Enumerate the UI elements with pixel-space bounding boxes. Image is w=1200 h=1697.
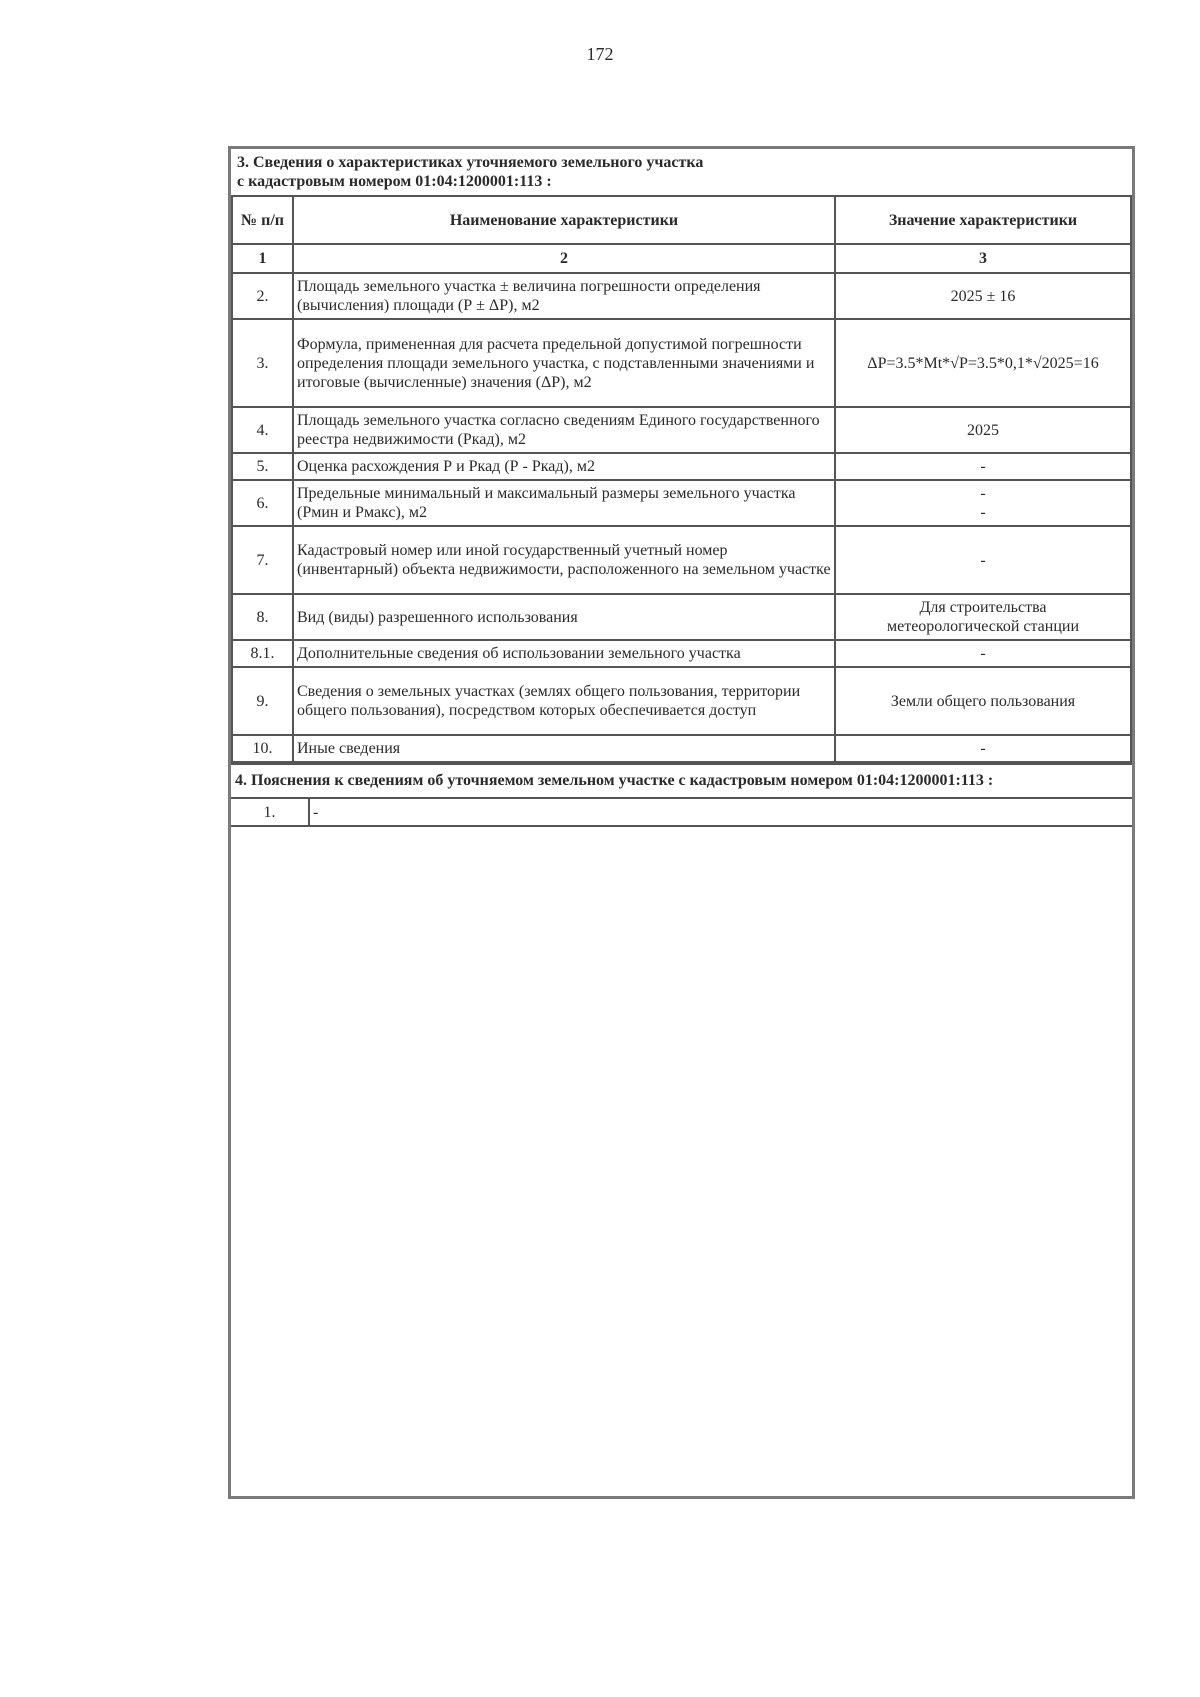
table-row [232,453,1131,480]
row-name: Дополнительные сведения об использовании земельного участка [293,640,835,667]
row-value [835,480,1131,526]
row-value-line2: метеорологической станции [886,618,1080,635]
table-row [232,735,1131,762]
row-name: Кадастровый номер или иной государственный учетный номер (инвентарный) объекта недвижимости, расположенного на земельном участке [293,526,835,594]
row-value: Земли общего пользования [835,667,1131,735]
page-number: 172 [586,44,614,64]
row-value [835,594,1131,640]
row-name: Оценка расхождения Р и Ркад (Р - Ркад), м2 [293,453,835,480]
row-num: 10. [232,735,293,762]
row-num: 7. [232,526,293,594]
section3-title-row [232,149,1131,196]
row-value-line2: - [980,504,986,521]
row-name: Вид (виды) разрешенного использования [293,594,835,640]
colnum-2: 2 [293,244,835,273]
section4-title: 4. Пояснения к сведениям об уточняемом земельном участке с кадастровым номером 01:04:1200001:113 : [231,763,1132,799]
row-num: 2. [232,273,293,319]
row-name: Сведения о земельных участках (землях общего пользования, территории общего пользования), посредством которых обеспечивается доступ [293,667,835,735]
header-row [232,196,1131,244]
row-value-line1: Для строительства [919,599,1047,616]
section3-title [232,149,1131,196]
row-name: Площадь земельного участка ± величина погрешности определения (вычисления) площади (Р ± ΔР), м2 [293,273,835,319]
row-num: 4. [232,407,293,453]
row-name: Площадь земельного участка согласно сведениям Единого государственного реестра недвижимости (Ркад), м2 [293,407,835,453]
document-frame [228,146,1135,1499]
row-value: - [835,526,1131,594]
row-num: 8.1. [232,640,293,667]
note-num: 1. [231,799,309,826]
row-value: 2025 ± 16 [835,273,1131,319]
table-row [232,480,1131,526]
row-value: ΔР=3.5*Мt*√Р=3.5*0,1*√2025=16 [835,319,1131,407]
header-value: Значение характеристики [835,196,1131,244]
colnum-1: 1 [232,244,293,273]
section3-title-line1: 3. Сведения о характеристиках уточняемого земельного участка [237,154,704,171]
row-value: 2025 [835,407,1131,453]
row-value-line1: - [980,485,986,502]
table-row [232,667,1131,735]
table-row [232,640,1131,667]
row-value: - [835,453,1131,480]
column-numbers-row [232,244,1131,273]
row-num: 3. [232,319,293,407]
table-row [232,407,1131,453]
header-num: № п/п [232,196,293,244]
row-num: 6. [232,480,293,526]
table-row [232,594,1131,640]
table-row [232,273,1131,319]
row-num: 8. [232,594,293,640]
row-value: - [835,735,1131,762]
row-name: Иные сведения [293,735,835,762]
section4-table [231,799,1132,827]
table-row [232,526,1131,594]
row-name: Формула, примененная для расчета предельной допустимой погрешности определения площади земельного участка, с подставленными значениями и итоговые (вычисленные) значения (ΔР), м2 [293,319,835,407]
note-row [231,799,1132,826]
section3-title-line2: с кадастровым номером 01:04:1200001:113 : [237,173,552,190]
row-name: Предельные минимальный и максимальный размеры земельного участка (Рмин и Рмакс), м2 [293,480,835,526]
section3-table [231,149,1132,763]
row-value: - [835,640,1131,667]
row-num: 9. [232,667,293,735]
header-name: Наименование характеристики [293,196,835,244]
colnum-3: 3 [835,244,1131,273]
row-num: 5. [232,453,293,480]
table-row [232,319,1131,407]
note-text: - [309,799,1132,826]
